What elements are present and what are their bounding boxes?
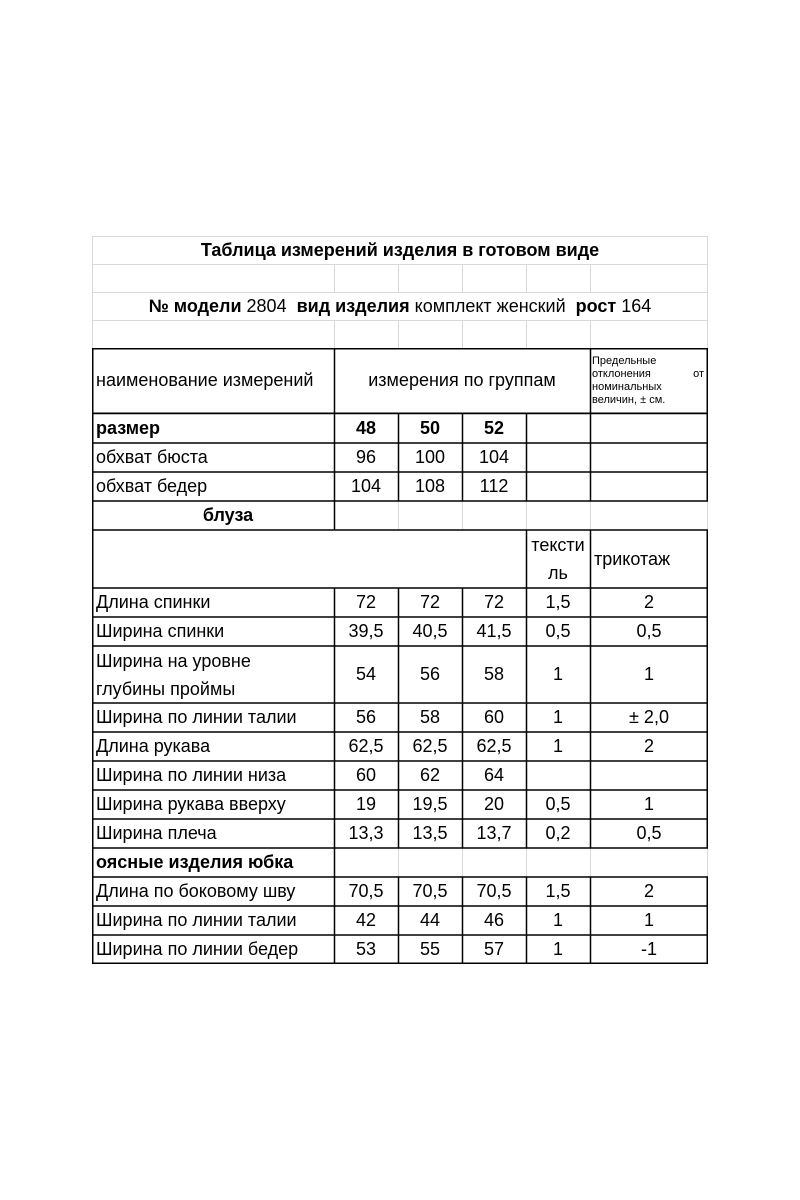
table-row bbox=[92, 588, 708, 617]
size-1: 48 bbox=[355, 417, 377, 438]
row-value: 19,5 bbox=[412, 794, 448, 814]
row-label: Ширина плеча bbox=[96, 823, 217, 843]
row-tolerance-knit: 0,5 bbox=[636, 823, 662, 843]
row-value: 19 bbox=[355, 794, 377, 814]
row-tolerance-knit: -1 bbox=[640, 939, 657, 959]
header-row bbox=[92, 348, 708, 413]
model-value: 2804 bbox=[246, 295, 287, 316]
table-row bbox=[92, 443, 708, 472]
row-value: 62,5 bbox=[412, 736, 448, 756]
row-value: 108 bbox=[414, 476, 446, 496]
row-value: 60 bbox=[355, 765, 377, 785]
row-value: 62 bbox=[419, 765, 441, 785]
table-row bbox=[92, 732, 708, 761]
size-label: размер bbox=[96, 417, 161, 438]
row-label: Ширина рукава вверху bbox=[96, 794, 286, 814]
table-row bbox=[92, 646, 708, 703]
row-value: 56 bbox=[355, 707, 377, 727]
row-label: обхват бюста bbox=[96, 447, 208, 467]
row-tolerance-textile: 1 bbox=[552, 707, 563, 727]
fabric-knit-header: трикотаж bbox=[594, 548, 671, 569]
row-tolerance-knit bbox=[590, 761, 708, 790]
row-value: 100 bbox=[414, 447, 446, 467]
row-value: 72 bbox=[419, 592, 441, 612]
row-value: 58 bbox=[419, 707, 441, 727]
type-label: вид изделия bbox=[296, 295, 410, 316]
header-name-col: наименование измерений bbox=[96, 370, 314, 390]
header-deviation-note bbox=[590, 348, 708, 413]
row-value: 20 bbox=[483, 794, 505, 814]
fabric-textile-header bbox=[526, 530, 590, 588]
row-value: 58 bbox=[483, 664, 505, 684]
row-value: 60 bbox=[483, 707, 505, 727]
row-tolerance-textile: 0,5 bbox=[545, 621, 571, 641]
row-value: 62,5 bbox=[476, 736, 512, 756]
row-tolerance-textile: 1,5 bbox=[545, 592, 571, 612]
table-row bbox=[92, 877, 708, 906]
row-label bbox=[92, 646, 334, 703]
model-label: № модели bbox=[148, 295, 242, 316]
table-row bbox=[92, 703, 708, 732]
table-row bbox=[92, 761, 708, 790]
row-value: 54 bbox=[355, 664, 377, 684]
table-row bbox=[92, 617, 708, 646]
row-tolerance-knit: 1 bbox=[643, 794, 654, 814]
size-2: 50 bbox=[419, 417, 441, 438]
row-tolerance-knit: 1 bbox=[643, 664, 654, 684]
height-label: рост bbox=[575, 295, 617, 316]
row-label: Длина по боковому шву bbox=[96, 881, 296, 901]
row-tolerance-knit: 0,5 bbox=[636, 621, 662, 641]
row-tolerance-textile: 1,5 bbox=[545, 881, 571, 901]
section-blouse-label: блуза bbox=[202, 505, 254, 525]
row-label: Ширина по линии талии bbox=[96, 910, 297, 930]
row-value: 42 bbox=[355, 910, 377, 930]
row-value: 64 bbox=[483, 765, 505, 785]
size-3: 52 bbox=[483, 417, 505, 438]
table-row bbox=[92, 935, 708, 964]
row-tolerance-knit: 2 bbox=[643, 736, 654, 756]
row-label: Ширина по линии низа bbox=[96, 765, 287, 785]
header-groups-col: измерения по группам bbox=[368, 370, 556, 390]
table-row bbox=[92, 472, 708, 501]
row-tolerance-knit: 2 bbox=[643, 592, 654, 612]
model-info-row bbox=[92, 292, 708, 320]
row-tolerance-textile bbox=[526, 761, 590, 790]
row-value: 104 bbox=[350, 476, 382, 496]
row-value: 70,5 bbox=[348, 881, 384, 901]
row-value: 40,5 bbox=[412, 621, 448, 641]
row-value: 72 bbox=[483, 592, 505, 612]
row-value: 62,5 bbox=[348, 736, 384, 756]
title-row bbox=[92, 236, 708, 264]
row-value: 112 bbox=[479, 476, 509, 496]
row-value: 39,5 bbox=[348, 621, 384, 641]
row-label: Ширина спинки bbox=[96, 621, 225, 641]
model-info bbox=[92, 292, 708, 320]
section-row-skirt bbox=[92, 848, 708, 877]
table-row bbox=[92, 906, 708, 935]
row-label: Ширина по линии бедер bbox=[96, 939, 299, 959]
row-tolerance-textile: 0,2 bbox=[545, 823, 571, 843]
fabric-textile-line1: тексти bbox=[531, 535, 585, 555]
section-row-blouse bbox=[92, 501, 708, 530]
section-skirt-label: оясные изделия юбка bbox=[96, 852, 294, 872]
row-value: 70,5 bbox=[476, 881, 512, 901]
row-value: 70,5 bbox=[412, 881, 448, 901]
row-tolerance-textile: 1 bbox=[552, 664, 563, 684]
row-value: 46 bbox=[483, 910, 505, 930]
fabric-textile-line2: ль bbox=[548, 563, 568, 583]
row-label: Длина спинки bbox=[96, 592, 211, 612]
row-tolerance-textile: 1 bbox=[552, 939, 563, 959]
row-tolerance-knit: 1 bbox=[643, 910, 654, 930]
row-label: обхват бедер bbox=[96, 476, 208, 496]
row-value: 96 bbox=[355, 447, 377, 467]
row-label: Длина рукава bbox=[96, 736, 211, 756]
height-value: 164 bbox=[621, 295, 652, 316]
row-value: 56 bbox=[419, 664, 441, 684]
table-row bbox=[92, 790, 708, 819]
size-row bbox=[92, 413, 708, 443]
fabric-header-row bbox=[92, 530, 708, 588]
row-tolerance-knit: ± 2,0 bbox=[629, 707, 669, 727]
row-label: Ширина по линии талии bbox=[96, 707, 297, 727]
row-value: 41,5 bbox=[476, 621, 512, 641]
row-value: 104 bbox=[478, 447, 510, 467]
table-title: Таблица измерений изделия в готовом виде bbox=[200, 239, 600, 260]
row-tolerance-textile: 1 bbox=[552, 910, 563, 930]
row-value: 55 bbox=[419, 939, 441, 959]
table-row bbox=[92, 819, 708, 848]
row-value: 53 bbox=[355, 939, 377, 959]
row-value: 57 bbox=[483, 939, 505, 959]
row-label-line2: глубины проймы bbox=[96, 678, 236, 699]
type-value: комплект женский bbox=[414, 295, 566, 316]
row-label-line1: Ширина на уровне bbox=[96, 650, 251, 671]
row-tolerance-textile: 0,5 bbox=[545, 794, 571, 814]
row-value: 13,5 bbox=[412, 823, 448, 843]
row-value: 13,3 bbox=[348, 823, 384, 843]
row-value: 72 bbox=[355, 592, 377, 612]
row-tolerance-knit: 2 bbox=[643, 881, 654, 901]
row-value: 13,7 bbox=[476, 823, 512, 843]
row-tolerance-textile: 1 bbox=[552, 736, 563, 756]
deviation-note-text: Предельные отклонения от номинальных величин, ± см. bbox=[592, 354, 704, 406]
row-value: 44 bbox=[419, 910, 441, 930]
